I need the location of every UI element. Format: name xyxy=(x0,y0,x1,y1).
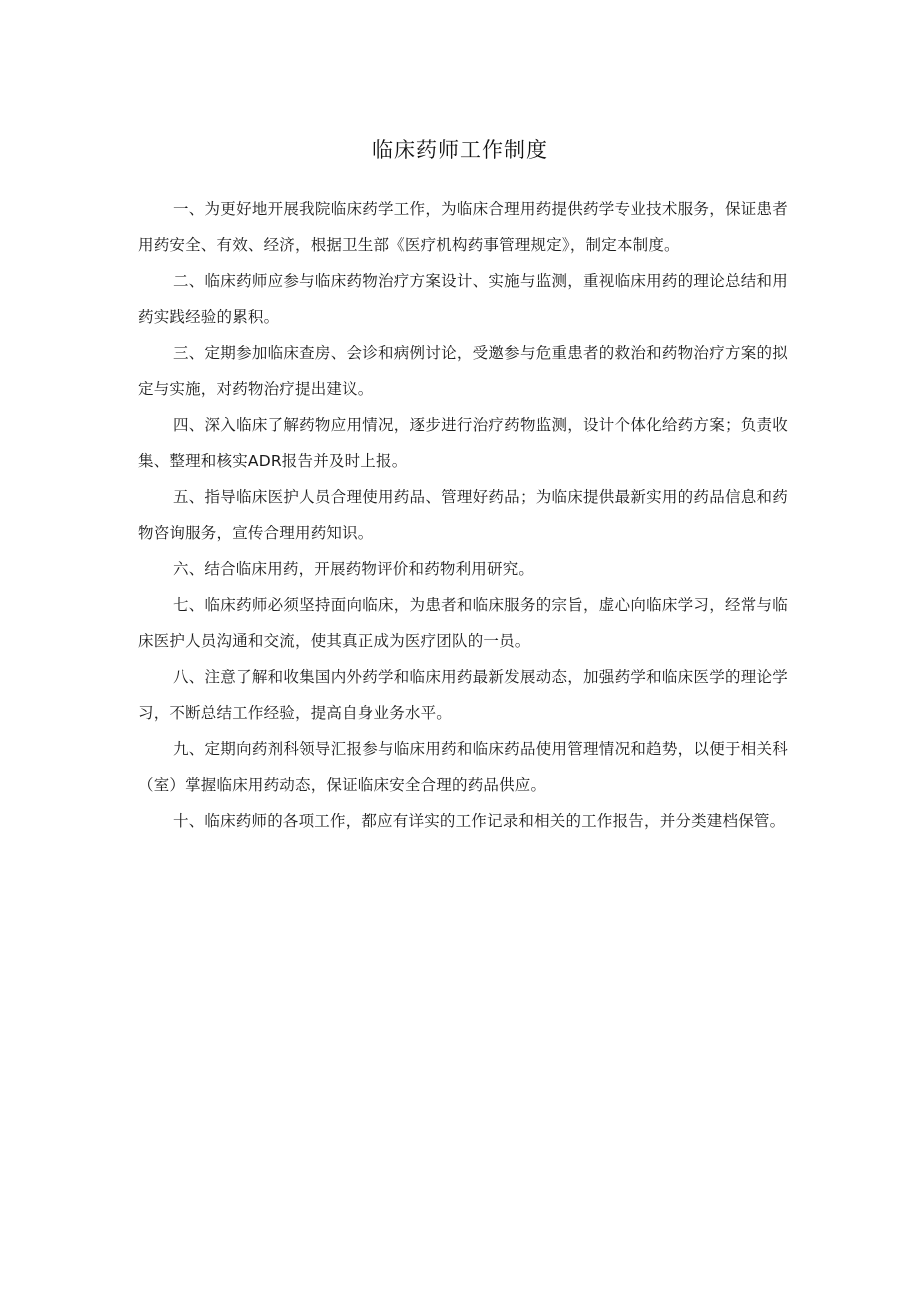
paragraph-2: 二、临床药师应参与临床药物治疗方案设计、实施与监测，重视临床用药的理论总结和用药实践经验的累积。 xyxy=(138,272,788,326)
paragraph-10: 十、临床药师的各项工作，都应有详实的工作记录和相关的工作报告，并分类建档保管。 xyxy=(173,812,786,830)
paragraph-3: 三、定期参加临床查房、会诊和病例讨论，受邀参与危重患者的救治和药物治疗方案的拟定与实施，对药物治疗提出建议。 xyxy=(138,344,788,398)
paragraph-9: 九、定期向药剂科领导汇报参与临床用药和临床药品使用管理情况和趋势，以便于相关科（室）掌握临床用药动态，保证临床安全合理的药品供应。 xyxy=(138,740,788,794)
document-body xyxy=(138,191,788,839)
paragraph-1: 一、为更好地开展我院临床药学工作，为临床合理用药提供药学专业技术服务，保证患者用药安全、有效、经济，根据卫生部《医疗机构药事管理规定》，制定本制度。 xyxy=(138,200,788,254)
document-title: 临床药师工作制度 xyxy=(372,138,548,162)
paragraph-7: 七、临床药师必须坚持面向临床，为患者和临床服务的宗旨，虚心向临床学习，经常与临床医护人员沟通和交流，使其真正成为医疗团队的一员。 xyxy=(138,596,788,650)
paragraph-8: 八、注意了解和收集国内外药学和临床用药最新发展动态，加强药学和临床医学的理论学习，不断总结工作经验，提高自身业务水平。 xyxy=(138,668,788,722)
paragraph-5: 五、指导临床医护人员合理使用药品、管理好药品；为临床提供最新实用的药品信息和药物咨询服务，宣传合理用药知识。 xyxy=(138,488,788,542)
paragraph-6: 六、结合临床用药，开展药物评价和药物利用研究。 xyxy=(173,560,535,578)
paragraph-4: 四、深入临床了解药物应用情况，逐步进行治疗药物监测，设计个体化给药方案；负责收集、整理和核实ADR报告并及时上报。 xyxy=(138,416,788,470)
